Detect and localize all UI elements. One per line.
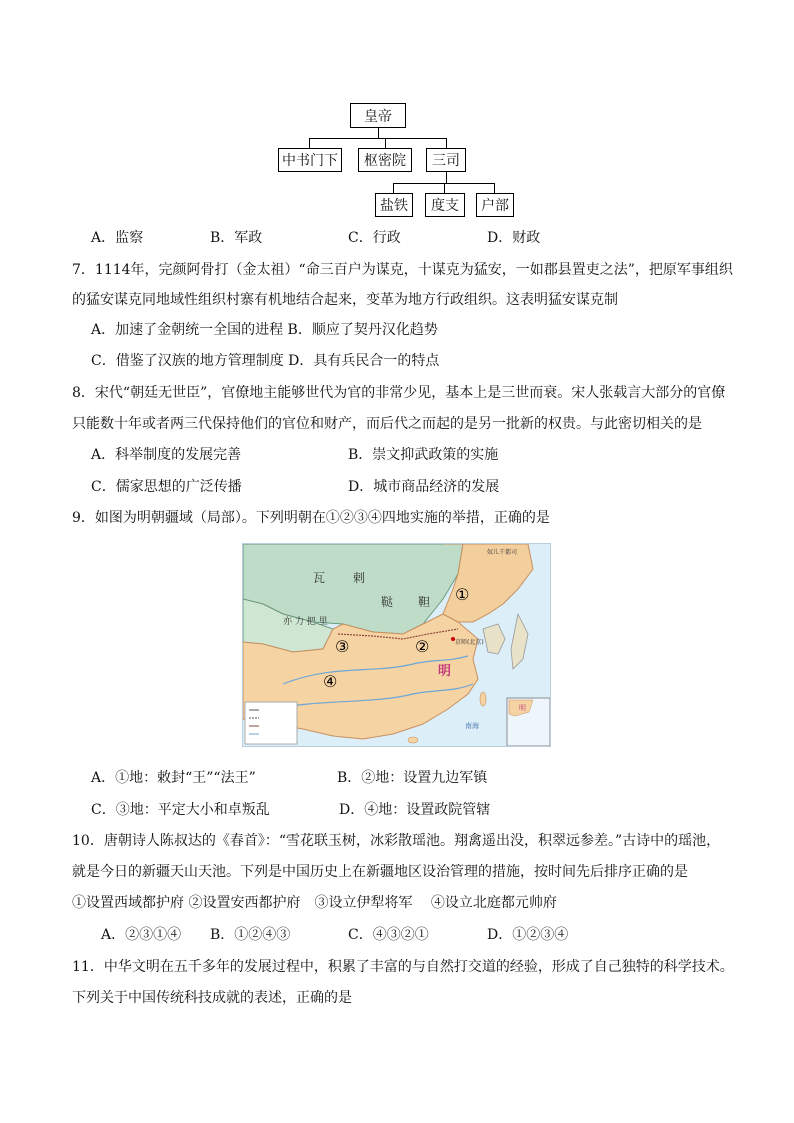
org-connector [494, 183, 495, 193]
q11-stem: 下列关于中国传统科技成就的表述，正确的是 [72, 990, 352, 1006]
marker-3: ③ [335, 637, 350, 656]
org-root-box: 皇帝 [350, 103, 406, 128]
q8-stem: 只能数十年或者两三代保持他们的官位和财产，而后代之而起的是另一批新的权贵。与此密切相关的是 [72, 416, 702, 432]
q9-stem: 9．如图为明朝疆域（局部）。下列明朝在①②③④四地实施的举措，正确的是 [72, 510, 550, 526]
org-box-zhongshu: 中书门下 [278, 148, 342, 172]
q8-stem: 8．宋代“朝廷无世臣”，官僚地主能够世代为官的非常少见，基本上是三世而衰。宋人张载言大部分的官僚 [72, 385, 726, 401]
marker-2: ② [415, 637, 430, 656]
q9-option-d[interactable]: D．④地：设置政院管辖 [339, 802, 491, 818]
org-box-yantie: 盐铁 [375, 193, 413, 217]
q10-stem: 10．唐朝诗人陈叔达的《春首》：“雪花联玉树，冰彩散瑶池。翔禽遥出没，积翠远参差。”古诗中的瑶池， [72, 833, 721, 849]
q6-option-a[interactable]: A．监察 [91, 230, 144, 246]
q6-option-c[interactable]: C．行政 [348, 230, 401, 246]
hainan [408, 737, 418, 743]
org-box-hubu: 户部 [476, 193, 514, 217]
q10-option-a[interactable]: A．②③①④ [101, 927, 182, 943]
org-connector [309, 138, 446, 139]
label-da: 鞑 [381, 595, 394, 609]
label-wa: 瓦 [313, 571, 326, 585]
label-nuergan: 奴儿干都司 [487, 549, 518, 556]
map-legend [245, 702, 297, 744]
label-beijing: 京师(北京) [455, 639, 484, 646]
q6-option-d[interactable]: D．财政 [487, 230, 541, 246]
ming-territory-map [242, 543, 551, 747]
q10-option-b[interactable]: B．①②④③ [210, 927, 291, 943]
q7-stem: 7．1114年，完颜阿骨打（金太祖）“命三百户为谋克，十谋克为猛安，一如郡县置吏之法”，把原军事组织 [72, 262, 733, 278]
q9-option-c[interactable]: C．③地：平定大小和卓叛乱 [91, 802, 270, 818]
q11-stem: 11．中华文明在五千多年的发展过程中，积累了丰富的与自然打交道的经验，形成了自己独特的科学技术。 [72, 959, 734, 975]
org-connector [444, 183, 445, 193]
map-svg [243, 544, 551, 747]
marker-1: ① [455, 585, 470, 604]
org-box-shumiyuan: 枢密院 [358, 148, 412, 172]
q10-option-d[interactable]: D．①②③④ [487, 927, 569, 943]
org-connector [446, 172, 447, 183]
label-dan: 靼 [418, 595, 431, 609]
q7-options-cd[interactable]: C．借鉴了汉族的地方管理制度 D．具有兵民合一的特点 [91, 353, 440, 369]
q10-option-c[interactable]: C．④③②① [348, 927, 429, 943]
org-box-duzhi: 度支 [425, 193, 465, 217]
q7-options-ab[interactable]: A．加速了金朝统一全国的进程 B．顺应了契丹汉化趋势 [91, 322, 438, 338]
q7-stem: 的猛安谋克同地域性组织村寨有机地结合起来，变革为地方行政组织。这表明猛安谋克制 [72, 292, 618, 308]
label-ming: 明 [438, 664, 452, 679]
org-connector [385, 138, 386, 148]
taiwan [480, 692, 486, 706]
q8-option-d[interactable]: D．城市商品经济的发展 [348, 479, 500, 495]
label-la: 剌 [353, 571, 366, 585]
q9-option-b[interactable]: B．②地：设置九边军镇 [337, 770, 488, 786]
q10-stem: 就是今日的新疆天山天池。下列是中国历史上在新疆地区设治管理的措施，按时间先后排序正确的是 [72, 864, 688, 880]
org-box-sansi: 三司 [426, 148, 466, 172]
org-connector [309, 138, 310, 148]
label-yili: 亦 力 把 里 [283, 617, 328, 627]
q8-option-b[interactable]: B．崇文抑武政策的实施 [348, 447, 499, 463]
marker-4: ④ [323, 672, 338, 691]
org-connector [393, 183, 394, 193]
label-inset-ming: 明 [519, 704, 526, 712]
q9-option-a[interactable]: A．①地：敕封“王”“法王” [91, 770, 256, 786]
org-connector [446, 138, 447, 148]
q8-option-c[interactable]: C．儒家思想的广泛传播 [91, 479, 242, 495]
q6-option-b[interactable]: B．军政 [210, 230, 263, 246]
org-connector [378, 128, 379, 138]
label-nanhai: 南海 [465, 722, 479, 730]
q8-option-a[interactable]: A．科举制度的发展完善 [91, 447, 242, 463]
q10-items: ①设置西域都护府 ②设置安西都护府 ③设立伊犁将军 ④设立北庭都元帅府 [72, 895, 557, 911]
